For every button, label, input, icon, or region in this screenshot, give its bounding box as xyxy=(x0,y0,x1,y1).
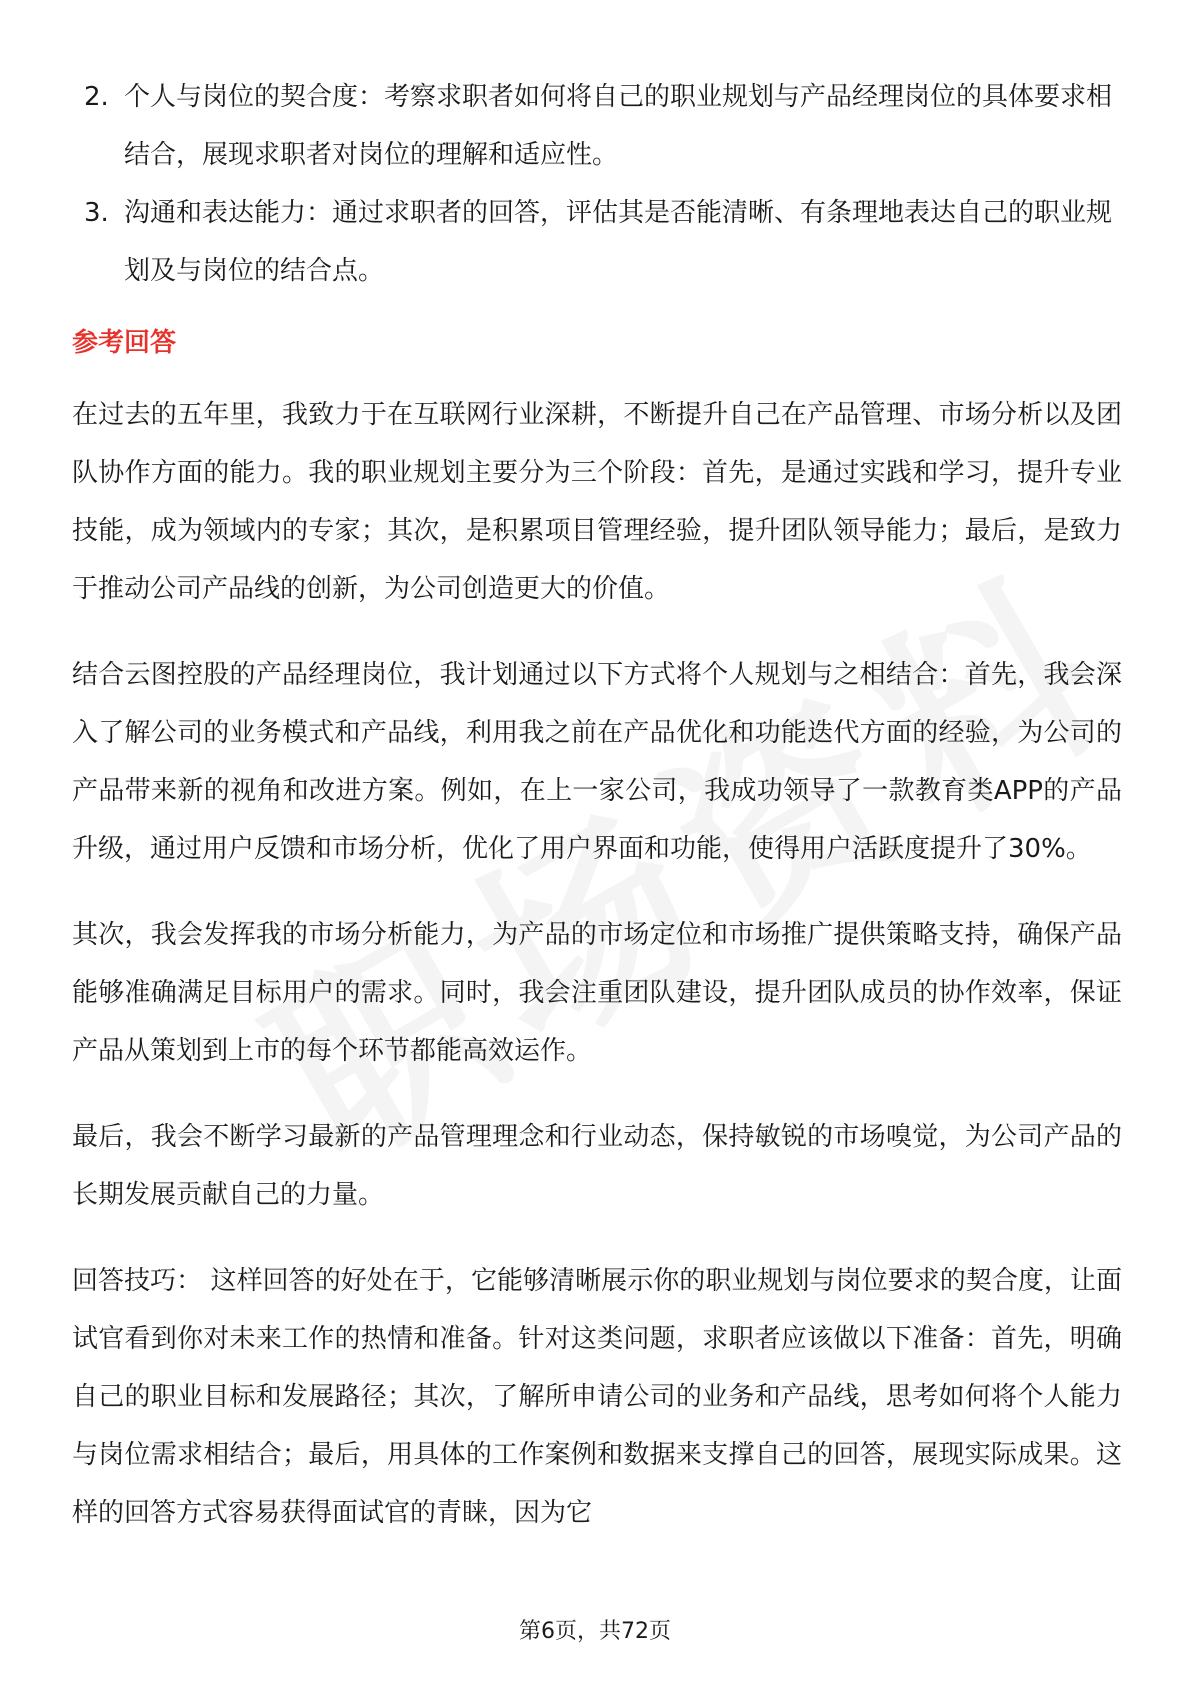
paragraph: 在过去的五年里，我致力于在互联网行业深耕，不断提升自己在产品管理、市场分析以及团队协作方面的能力。我的职业规划主要分为三个阶段：首先，是通过实践和学习，提升专业技能，成为领域内的专家；其次，是积累项目管理经验，提升团队领导能力；最后，是致力于推动公司产品线的创新，为公司创造更大的价值。 xyxy=(72,400,1122,604)
paragraph: 结合云图控股的产品经理岗位，我计划通过以下方式将个人规划与之相结合：首先，我会深入了解公司的业务模式和产品线，利用我之前在产品优化和功能迭代方面的经验，为公司的产品带来新的视角和改进方案。例如，在上一家公司，我成功领导了一款教育类APP的产品升级，通过用户反馈和市场分析，优化了用户界面和功能，使得用户活跃度提升了30%。 xyxy=(72,660,1122,864)
document-body xyxy=(72,68,1122,1570)
list-number: 3. xyxy=(84,198,109,228)
page-footer: 第6页，共72页 xyxy=(519,1619,671,1644)
paragraph: 其次，我会发挥我的市场分析能力，为产品的市场定位和市场推广提供策略支持，确保产品能够准确满足目标用户的需求。同时，我会注重团队建设，提升团队成员的协作效率，保证产品从策划到上市的每个环节都能高效运作。 xyxy=(72,920,1122,1066)
list-item xyxy=(72,184,1122,300)
paragraph: 回答技巧： 这样回答的好处在于，它能够清晰展示你的职业规划与岗位要求的契合度，让面试官看到你对未来工作的热情和准备。针对这类问题，求职者应该做以下准备：首先，明确自己的职业目标和发展路径；其次，了解所申请公司的业务和产品线，思考如何将个人能力与岗位需求相结合；最后，用具体的工作案例和数据来支撑自己的回答，展现实际成果。这样的回答方式容易获得面试官的青睐，因为它 xyxy=(72,1266,1122,1528)
list-item-text: 个人与岗位的契合度：考察求职者如何将自己的职业规划与产品经理岗位的具体要求相结合，展现求职者对岗位的理解和适应性。 xyxy=(124,82,1113,170)
section-heading: 参考回答 xyxy=(72,328,177,358)
list-item-text: 沟通和表达能力：通过求职者的回答，评估其是否能清晰、有条理地表达自己的职业规划及与岗位的结合点。 xyxy=(124,198,1113,286)
paragraph: 最后，我会不断学习最新的产品管理理念和行业动态，保持敏锐的市场嗅觉，为公司产品的长期发展贡献自己的力量。 xyxy=(72,1122,1122,1210)
list-number: 2. xyxy=(84,82,109,112)
list-item xyxy=(72,68,1122,184)
